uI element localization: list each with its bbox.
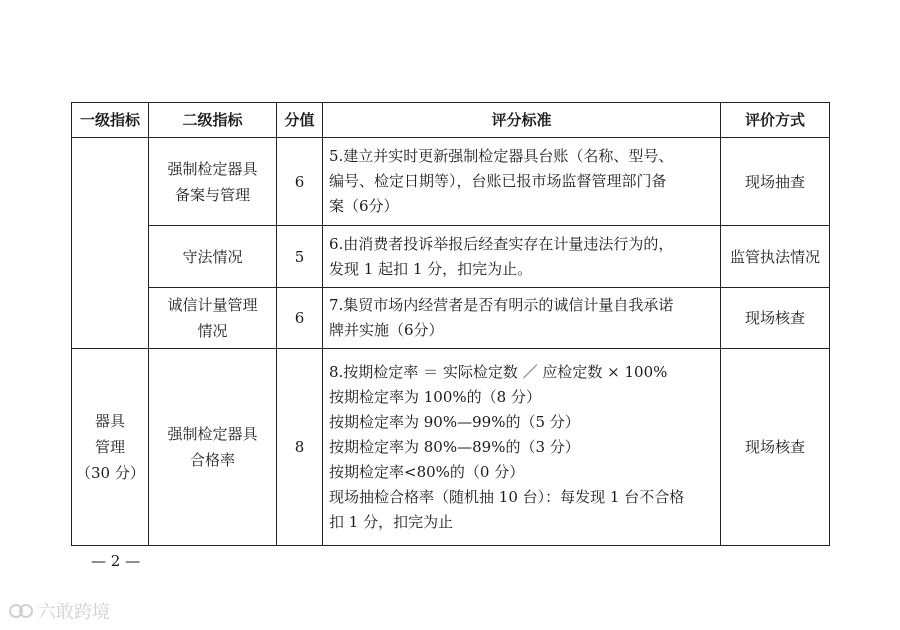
score-cell: 8: [277, 349, 323, 546]
header-method: 评价方式: [721, 103, 830, 138]
page-number: — 2 —: [91, 552, 141, 570]
standard-cell: 7.集贸市场内经营者是否有明示的诚信计量自我承诺 牌并实施（6分）: [323, 288, 721, 349]
level2-cell: 诚信计量管理 情况: [149, 288, 277, 349]
level2-cell: 守法情况: [149, 226, 277, 288]
header-level2: 二级指标: [149, 103, 277, 138]
method-cell: 监管执法情况: [721, 226, 830, 288]
level2-cell: 强制检定器具 合格率: [149, 349, 277, 546]
level2-cell: 强制检定器具 备案与管理: [149, 138, 277, 226]
level1-cell-empty: [72, 138, 149, 349]
header-score: 分值: [277, 103, 323, 138]
table-row: [72, 288, 830, 349]
watermark: [8, 598, 110, 624]
method-cell: 现场核查: [721, 349, 830, 546]
watermark-text: 六敢跨境: [38, 602, 110, 623]
table-row: [72, 349, 830, 546]
standard-cell: 8.按期检定率 ＝ 实际检定数 ／ 应检定数 × 100% 按期检定率为 100%的（8 分） 按期检定率为 90%—99%的（5 分） 按期检定率为 80%—89%的（3 分） 按期检定率<80%的（0 分） 现场抽检合格率（随机抽 10 台）：每发现 1 台不合格 扣 1 分，扣完为止: [323, 349, 721, 546]
table-header-row: [72, 103, 830, 138]
score-cell: 6: [277, 138, 323, 226]
watermark-logo-icon: [8, 601, 34, 621]
table-row: [72, 138, 830, 226]
level1-cell: 器具 管理 （30 分）: [72, 349, 149, 546]
evaluation-table: [71, 102, 830, 546]
header-level1: 一级指标: [72, 103, 149, 138]
table-row: [72, 226, 830, 288]
standard-cell: 6.由消费者投诉举报后经查实存在计量违法行为的， 发现 1 起扣 1 分，扣完为止。: [323, 226, 721, 288]
method-cell: 现场抽查: [721, 138, 830, 226]
header-standard: 评分标准: [323, 103, 721, 138]
score-cell: 6: [277, 288, 323, 349]
standard-cell: 5.建立并实时更新强制检定器具台账（名称、型号、 编号、检定日期等），台账已报市场监督管理部门备 案（6分）: [323, 138, 721, 226]
score-cell: 5: [277, 226, 323, 288]
method-cell: 现场核查: [721, 288, 830, 349]
